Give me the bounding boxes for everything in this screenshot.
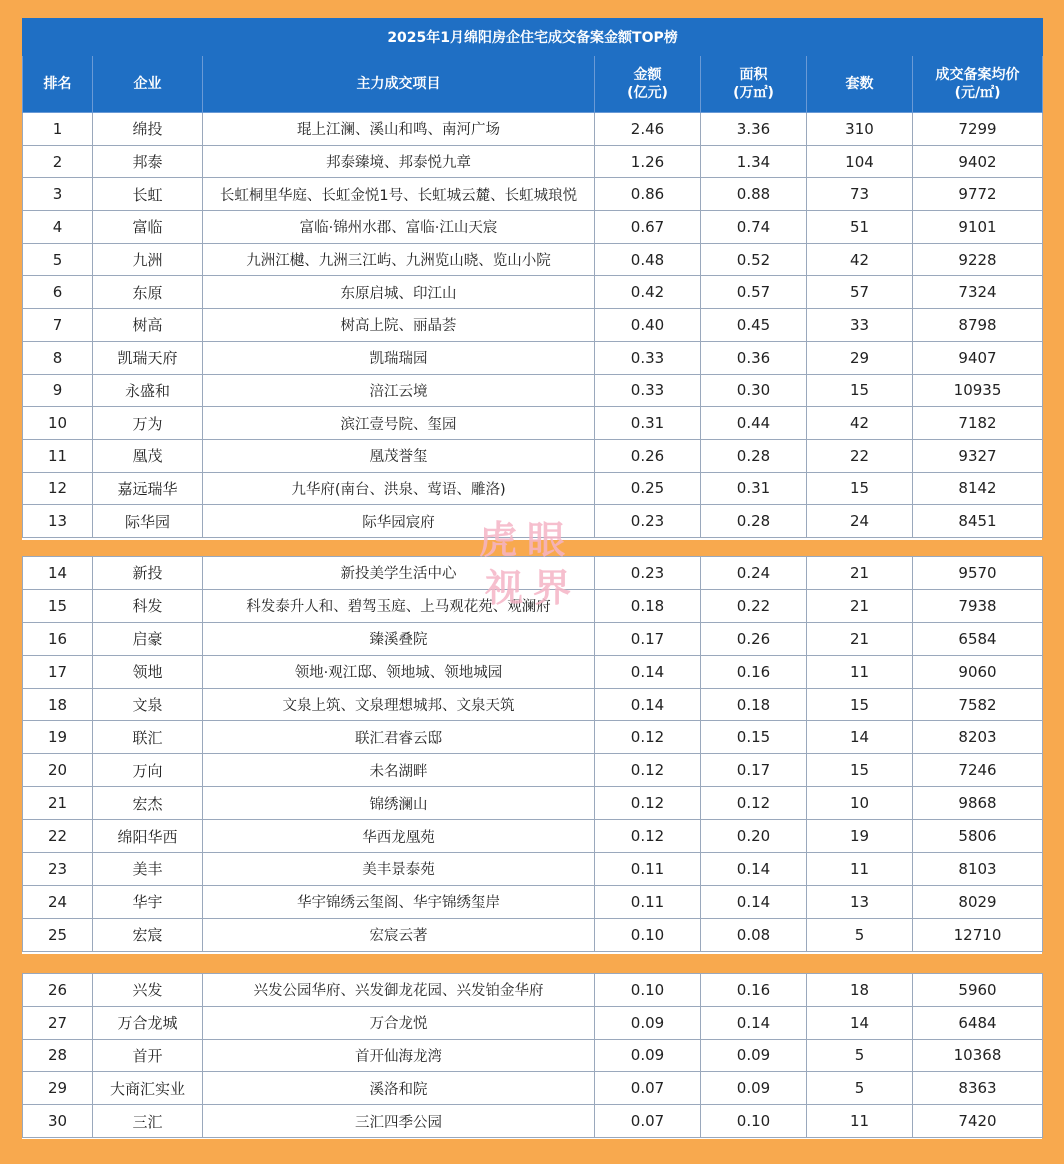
cell-company: 凯瑞天府 [93,341,203,374]
table-row [23,853,1043,886]
table-row [23,622,1043,655]
cell-rank: 10 [23,407,93,440]
cell-amount: 0.14 [595,688,701,721]
cell-units: 5 [807,918,913,951]
cell-price: 9868 [913,787,1043,820]
cell-area: 0.22 [701,589,807,622]
cell-amount: 0.09 [595,1006,701,1039]
cell-area: 0.74 [701,211,807,244]
table-panel-bottom [22,973,1042,1139]
cell-projects: 东原启城、印江山 [203,276,595,309]
cell-projects: 际华园宸府 [203,505,595,538]
cell-units: 21 [807,557,913,590]
cell-area: 0.28 [701,505,807,538]
cell-company: 启豪 [93,622,203,655]
cell-area: 0.18 [701,688,807,721]
cell-rank: 23 [23,853,93,886]
cell-rank: 22 [23,820,93,853]
watermark-line1: 虎眼 [478,517,575,562]
cell-units: 14 [807,1006,913,1039]
cell-price: 5806 [913,820,1043,853]
table-row [23,472,1043,505]
table-row [23,885,1043,918]
cell-units: 14 [807,721,913,754]
cell-amount: 2.46 [595,113,701,146]
cell-company: 三汇 [93,1105,203,1138]
cell-projects: 邦泰臻境、邦泰悦九章 [203,145,595,178]
header-rank: 排名 [23,56,93,113]
cell-price: 8103 [913,853,1043,886]
header-area [701,56,807,113]
cell-area: 0.17 [701,754,807,787]
cell-price: 9101 [913,211,1043,244]
cell-units: 11 [807,1105,913,1138]
header-area-label: 面积 [739,67,768,83]
header-area-unit: (万㎡) [733,85,774,101]
cell-amount: 0.42 [595,276,701,309]
cell-company: 万向 [93,754,203,787]
cell-price: 7938 [913,589,1043,622]
cell-projects: 九华府(南台、洪泉、莺语、雕洛) [203,472,595,505]
cell-price: 8363 [913,1072,1043,1105]
cell-units: 42 [807,243,913,276]
header-price-unit: (元/㎡) [954,85,1001,101]
cell-projects: 新投美学生活中心 [203,557,595,590]
cell-area: 0.31 [701,472,807,505]
cell-area: 0.08 [701,918,807,951]
cell-area: 0.09 [701,1039,807,1072]
cell-price: 10935 [913,374,1043,407]
cell-amount: 0.17 [595,622,701,655]
cell-price: 6484 [913,1006,1043,1039]
cell-price: 9570 [913,557,1043,590]
cell-rank: 5 [23,243,93,276]
cell-area: 0.28 [701,439,807,472]
cell-projects: 华宇锦绣云玺阁、华宇锦绣玺岸 [203,885,595,918]
header-amount-unit: (亿元) [627,85,668,101]
cell-amount: 0.48 [595,243,701,276]
cell-price: 8029 [913,885,1043,918]
cell-rank: 28 [23,1039,93,1072]
cell-amount: 0.33 [595,374,701,407]
cell-company: 联汇 [93,721,203,754]
cell-price: 9327 [913,439,1043,472]
cell-units: 73 [807,178,913,211]
cell-company: 凰茂 [93,439,203,472]
cell-area: 0.09 [701,1072,807,1105]
watermark-line2: 视界 [484,565,581,610]
cell-rank: 18 [23,688,93,721]
cell-rank: 11 [23,439,93,472]
cell-amount: 0.10 [595,974,701,1007]
cell-area: 0.24 [701,557,807,590]
cell-units: 15 [807,688,913,721]
cell-area: 1.34 [701,145,807,178]
cell-price: 5960 [913,974,1043,1007]
cell-rank: 14 [23,557,93,590]
cell-rank: 24 [23,885,93,918]
table-row [23,820,1043,853]
table-row [23,309,1043,342]
cell-units: 29 [807,341,913,374]
cell-projects: 溪洛和院 [203,1072,595,1105]
table-row [23,374,1043,407]
cell-rank: 25 [23,918,93,951]
cell-area: 0.12 [701,787,807,820]
header-company: 企业 [93,56,203,113]
cell-area: 0.14 [701,885,807,918]
cell-price: 7246 [913,754,1043,787]
cell-units: 15 [807,374,913,407]
table-panel-middle [22,556,1042,954]
cell-company: 永盛和 [93,374,203,407]
header-price-label: 成交备案均价 [935,67,1020,83]
cell-rank: 7 [23,309,93,342]
cell-units: 310 [807,113,913,146]
cell-price: 8798 [913,309,1043,342]
cell-company: 首开 [93,1039,203,1072]
cell-price: 9060 [913,655,1043,688]
cell-company: 大商汇实业 [93,1072,203,1105]
cell-projects: 宏宸云著 [203,918,595,951]
cell-rank: 6 [23,276,93,309]
table-panel-top [22,18,1042,540]
cell-area: 0.36 [701,341,807,374]
cell-projects: 首开仙海龙湾 [203,1039,595,1072]
cell-rank: 20 [23,754,93,787]
cell-amount: 0.86 [595,178,701,211]
cell-company: 兴发 [93,974,203,1007]
table-row [23,211,1043,244]
cell-company: 嘉远瑞华 [93,472,203,505]
cell-rank: 1 [23,113,93,146]
cell-projects: 涪江云境 [203,374,595,407]
cell-units: 42 [807,407,913,440]
cell-units: 11 [807,655,913,688]
cell-units: 5 [807,1039,913,1072]
cell-company: 绵投 [93,113,203,146]
cell-amount: 0.26 [595,439,701,472]
cell-amount: 0.09 [595,1039,701,1072]
cell-amount: 0.23 [595,557,701,590]
cell-rank: 8 [23,341,93,374]
cell-rank: 21 [23,787,93,820]
table-row [23,243,1043,276]
cell-projects: 富临·锦州水郡、富临·江山天宸 [203,211,595,244]
cell-price: 12710 [913,918,1043,951]
header-projects: 主力成交项目 [203,56,595,113]
cell-rank: 27 [23,1006,93,1039]
cell-units: 5 [807,1072,913,1105]
table-row [23,655,1043,688]
table-row [23,787,1043,820]
cell-company: 宏宸 [93,918,203,951]
cell-projects: 九洲江樾、九洲三江屿、九洲览山晓、览山小院 [203,243,595,276]
cell-price: 8203 [913,721,1043,754]
cell-amount: 0.11 [595,853,701,886]
header-row [23,56,1043,113]
cell-projects: 臻溪叠院 [203,622,595,655]
header-amount-label: 金额 [633,67,662,83]
cell-units: 21 [807,589,913,622]
cell-units: 18 [807,974,913,1007]
table-row [23,754,1043,787]
table-row [23,1072,1043,1105]
table-row [23,557,1043,590]
cell-area: 0.16 [701,974,807,1007]
table-row [23,505,1043,538]
cell-company: 新投 [93,557,203,590]
cell-rank: 13 [23,505,93,538]
cell-units: 10 [807,787,913,820]
cell-area: 0.57 [701,276,807,309]
cell-area: 0.16 [701,655,807,688]
cell-projects: 锦绣澜山 [203,787,595,820]
cell-company: 绵阳华西 [93,820,203,853]
cell-rank: 3 [23,178,93,211]
cell-amount: 0.14 [595,655,701,688]
cell-company: 万合龙城 [93,1006,203,1039]
cell-rank: 15 [23,589,93,622]
table-row [23,178,1043,211]
cell-company: 华宇 [93,885,203,918]
table-row [23,589,1043,622]
cell-projects: 三汇四季公园 [203,1105,595,1138]
cell-area: 0.14 [701,1006,807,1039]
cell-projects: 长虹桐里华庭、长虹金悦1号、长虹城云麓、长虹城琅悦 [203,178,595,211]
cell-rank: 26 [23,974,93,1007]
cell-projects: 未名湖畔 [203,754,595,787]
cell-projects: 华西龙凰苑 [203,820,595,853]
cell-price: 9228 [913,243,1043,276]
cell-price: 7324 [913,276,1043,309]
cell-amount: 0.12 [595,721,701,754]
cell-units: 24 [807,505,913,538]
cell-rank: 2 [23,145,93,178]
table-row [23,974,1043,1007]
cell-units: 15 [807,472,913,505]
cell-price: 6584 [913,622,1043,655]
cell-amount: 0.12 [595,787,701,820]
cell-amount: 0.10 [595,918,701,951]
ranking-table [22,18,1043,538]
header-price [913,56,1043,113]
cell-company: 万为 [93,407,203,440]
cell-company: 九洲 [93,243,203,276]
cell-area: 0.10 [701,1105,807,1138]
cell-company: 际华园 [93,505,203,538]
cell-area: 0.15 [701,721,807,754]
cell-rank: 19 [23,721,93,754]
cell-company: 东原 [93,276,203,309]
cell-units: 13 [807,885,913,918]
cell-amount: 0.33 [595,341,701,374]
cell-price: 9402 [913,145,1043,178]
cell-units: 21 [807,622,913,655]
cell-amount: 0.18 [595,589,701,622]
cell-area: 0.26 [701,622,807,655]
cell-rank: 12 [23,472,93,505]
table-row [23,341,1043,374]
table-row [23,276,1043,309]
cell-area: 0.88 [701,178,807,211]
cell-area: 0.45 [701,309,807,342]
cell-price: 7582 [913,688,1043,721]
cell-price: 7182 [913,407,1043,440]
cell-units: 11 [807,853,913,886]
cell-units: 104 [807,145,913,178]
cell-company: 长虹 [93,178,203,211]
cell-projects: 万合龙悦 [203,1006,595,1039]
cell-area: 0.52 [701,243,807,276]
cell-units: 22 [807,439,913,472]
table-row [23,1105,1043,1138]
cell-amount: 0.67 [595,211,701,244]
table-row [23,145,1043,178]
cell-amount: 0.23 [595,505,701,538]
table-row [23,1006,1043,1039]
table-row [23,1039,1043,1072]
cell-company: 美丰 [93,853,203,886]
cell-company: 树高 [93,309,203,342]
cell-amount: 1.26 [595,145,701,178]
table-row [23,721,1043,754]
cell-amount: 0.07 [595,1072,701,1105]
table-body-part3 [23,974,1043,1138]
table-row [23,439,1043,472]
cell-company: 科发 [93,589,203,622]
cell-company: 领地 [93,655,203,688]
cell-projects: 树高上院、丽晶荟 [203,309,595,342]
table-body-part1 [23,113,1043,538]
table-row [23,407,1043,440]
cell-rank: 17 [23,655,93,688]
cell-units: 15 [807,754,913,787]
header-amount [595,56,701,113]
cell-rank: 4 [23,211,93,244]
cell-amount: 0.31 [595,407,701,440]
cell-projects: 美丰景泰苑 [203,853,595,886]
cell-price: 10368 [913,1039,1043,1072]
cell-price: 9772 [913,178,1043,211]
cell-price: 9407 [913,341,1043,374]
cell-projects: 科发泰升人和、碧驾玉庭、上马观花苑、观澜府 [203,589,595,622]
cell-rank: 9 [23,374,93,407]
table-body-part2 [23,557,1043,952]
cell-company: 宏杰 [93,787,203,820]
cell-area: 3.36 [701,113,807,146]
cell-amount: 0.12 [595,820,701,853]
cell-rank: 30 [23,1105,93,1138]
cell-projects: 联汇君睿云邸 [203,721,595,754]
cell-projects: 滨江壹号院、玺园 [203,407,595,440]
cell-price: 7299 [913,113,1043,146]
cell-rank: 16 [23,622,93,655]
cell-amount: 0.25 [595,472,701,505]
cell-price: 8451 [913,505,1043,538]
cell-units: 19 [807,820,913,853]
cell-projects: 凯瑞瑞园 [203,341,595,374]
cell-units: 33 [807,309,913,342]
table-title: 2025年1月绵阳房企住宅成交备案金额TOP榜 [23,19,1043,56]
cell-company: 富临 [93,211,203,244]
cell-area: 0.14 [701,853,807,886]
cell-amount: 0.40 [595,309,701,342]
cell-amount: 0.12 [595,754,701,787]
table-row [23,918,1043,951]
cell-units: 51 [807,211,913,244]
cell-amount: 0.07 [595,1105,701,1138]
table-row [23,688,1043,721]
ranking-table-final [22,973,1043,1138]
cell-projects: 琨上江澜、溪山和鸣、南河广场 [203,113,595,146]
cell-area: 0.20 [701,820,807,853]
cell-price: 7420 [913,1105,1043,1138]
table-row [23,113,1043,146]
cell-area: 0.44 [701,407,807,440]
cell-projects: 兴发公园华府、兴发御龙花园、兴发铂金华府 [203,974,595,1007]
header-units: 套数 [807,56,913,113]
cell-units: 57 [807,276,913,309]
cell-amount: 0.11 [595,885,701,918]
ranking-table-continued [22,556,1043,952]
cell-area: 0.30 [701,374,807,407]
cell-rank: 29 [23,1072,93,1105]
cell-projects: 文泉上筑、文泉理想城邦、文泉天筑 [203,688,595,721]
cell-company: 邦泰 [93,145,203,178]
cell-price: 8142 [913,472,1043,505]
cell-projects: 领地·观江邸、领地城、领地城园 [203,655,595,688]
cell-projects: 凰茂誉玺 [203,439,595,472]
cell-company: 文泉 [93,688,203,721]
